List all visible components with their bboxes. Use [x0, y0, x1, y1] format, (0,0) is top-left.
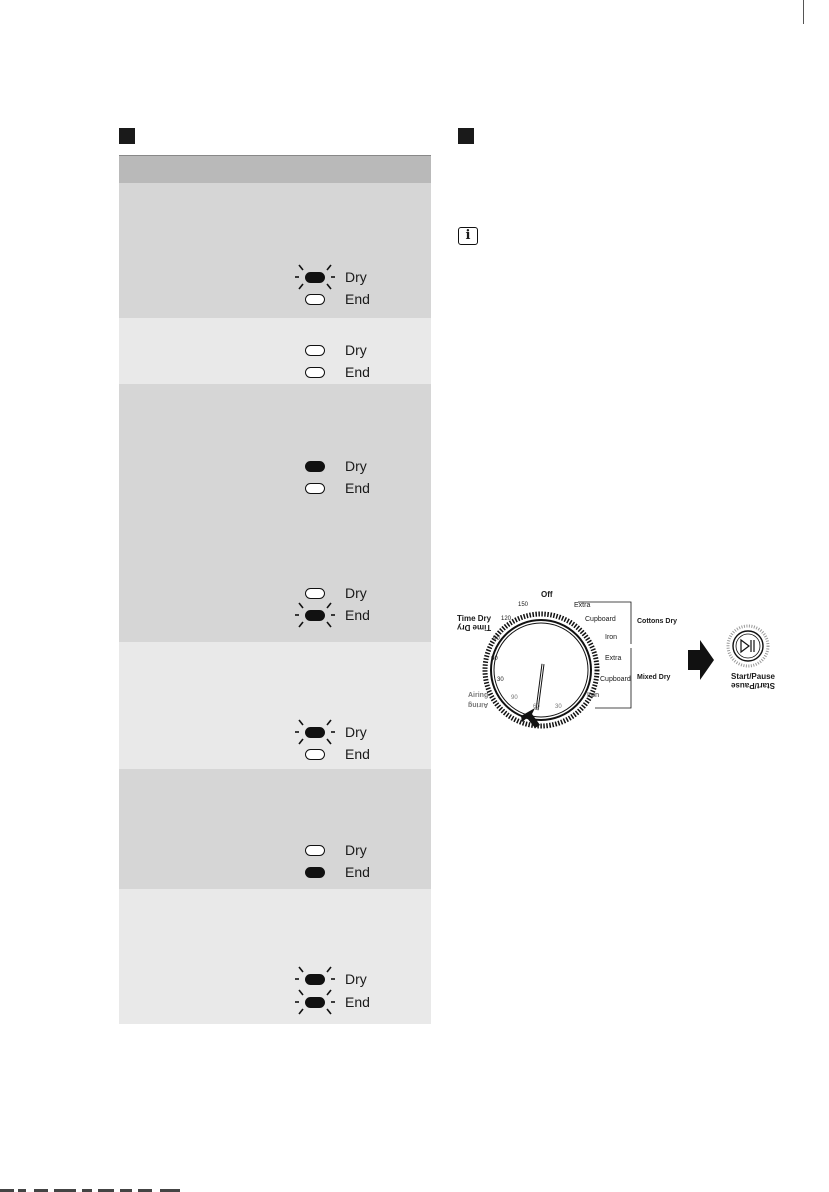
table-row: [119, 889, 431, 1024]
mixed-cupboard-label: Cupboard: [600, 676, 631, 683]
dial-airing-90: 90: [511, 695, 518, 701]
mixed-dry-label: Mixed Dry: [637, 674, 671, 681]
dry-label: Dry: [345, 971, 367, 987]
info-icon: i: [458, 227, 478, 245]
start-pause-label-flipped: Start/Pause: [730, 681, 776, 690]
cottons-cupboard-label: Cupboard: [585, 616, 616, 623]
start-pause-label: Start/Pause: [730, 672, 776, 681]
dry-label: Dry: [345, 269, 367, 285]
dry-label: Dry: [345, 458, 367, 474]
dry-lamp: [305, 588, 325, 599]
end-lamp: [305, 997, 325, 1008]
start-pause-icon: [722, 622, 782, 672]
end-lamp: [305, 294, 325, 305]
dial-airing-30: 30: [555, 704, 562, 710]
dry-lamp: [305, 345, 325, 356]
end-lamp: [305, 749, 325, 760]
program-dial-graphic: [455, 592, 695, 732]
dial-airing-label-flipped: Airing: [468, 701, 489, 708]
table-row: [119, 769, 431, 889]
table-header: [119, 155, 431, 184]
dry-lamp: [305, 845, 325, 856]
end-lamp: [305, 367, 325, 378]
dry-lamp: [305, 727, 325, 738]
dial-tick-120: 120: [501, 616, 512, 622]
end-label: End: [345, 291, 370, 307]
dry-label: Dry: [345, 842, 367, 858]
footer-strip: [0, 1186, 250, 1192]
dry-label: Dry: [345, 724, 367, 740]
cottons-extra-label: Extra: [574, 602, 591, 609]
section-marker-right: [458, 128, 474, 144]
dry-label: Dry: [345, 585, 367, 601]
dial-time-dry-label-flipped: Time Dry: [457, 623, 492, 632]
cottons-dry-label: Cottons Dry: [637, 618, 678, 625]
dial-tick-150: 150: [518, 602, 529, 608]
dial-airing-60: 60: [533, 704, 540, 710]
end-label: End: [345, 994, 370, 1010]
cottons-iron-label: Iron: [605, 634, 618, 641]
end-lamp: [305, 867, 325, 878]
table-row: [119, 183, 431, 318]
mixed-iron-label: Iron: [587, 692, 600, 699]
end-lamp: [305, 483, 325, 494]
table-row: [119, 318, 431, 384]
dial-airing-label: Airing: [468, 692, 489, 699]
table-row: [119, 642, 431, 769]
end-label: End: [345, 864, 370, 880]
dial-tick-30: 30: [497, 677, 504, 683]
dry-label: Dry: [345, 342, 367, 358]
end-label: End: [345, 364, 370, 380]
dry-lamp: [305, 461, 325, 472]
arrow-right-icon: [688, 640, 714, 680]
program-dial: [455, 592, 695, 732]
dry-lamp: [305, 272, 325, 283]
start-pause-label-group: [718, 672, 788, 690]
end-label: End: [345, 746, 370, 762]
dial-tick-90: 90: [493, 636, 500, 642]
dry-lamp: [305, 974, 325, 985]
end-lamp: [305, 610, 325, 621]
dial-time-dry-label: Time Dry: [457, 614, 492, 623]
end-label: End: [345, 607, 370, 623]
start-pause-button: [722, 622, 782, 712]
dial-tick-60: 60: [491, 656, 498, 662]
dial-off-label: Off: [541, 590, 553, 599]
crop-line: [803, 0, 804, 24]
table-row: [119, 384, 431, 642]
section-marker-left: [119, 128, 135, 144]
end-label: End: [345, 480, 370, 496]
mixed-extra-label: Extra: [605, 655, 622, 662]
